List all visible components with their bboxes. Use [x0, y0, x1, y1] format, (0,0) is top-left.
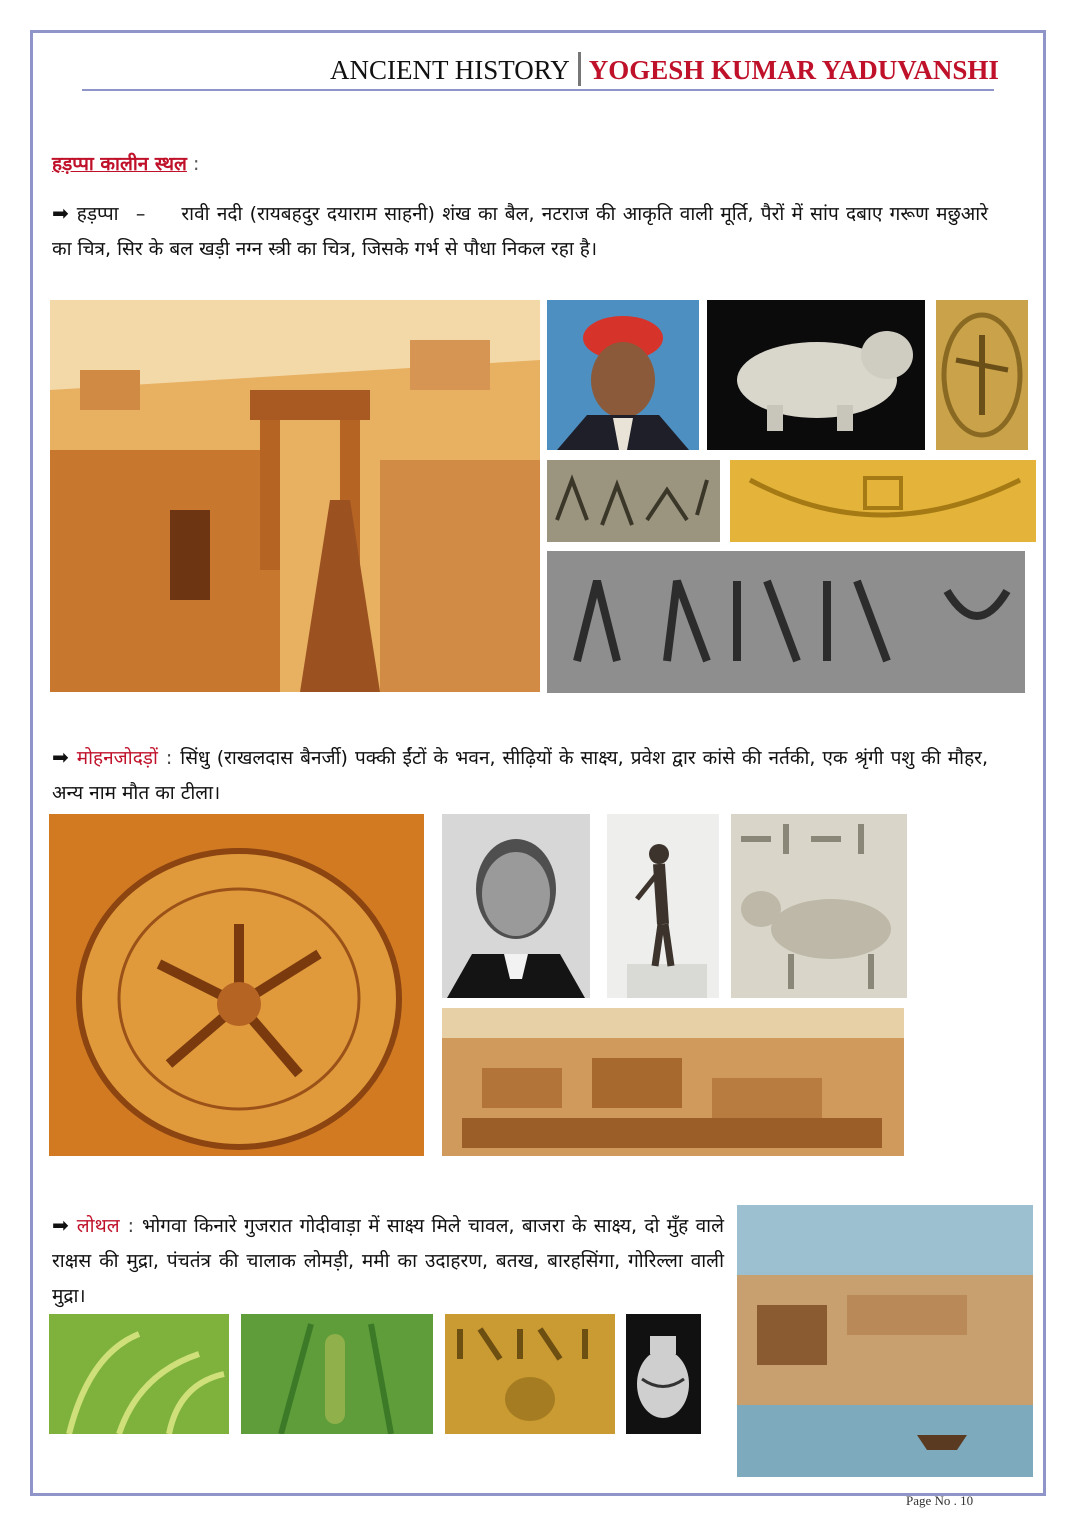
header-author: YOGESH KUMAR YADUVANSHI: [588, 55, 999, 85]
two-headed-demon-seal: [445, 1314, 615, 1434]
header-subject: ANCIENT HISTORY: [330, 55, 570, 85]
arrow-icon: ➡: [52, 1213, 69, 1237]
page-number: Page No . 10: [906, 1493, 974, 1508]
arrow-icon: ➡: [52, 201, 69, 225]
lothal-text: भोगवा किनारे गुजरात गोदीवाड़ा में साक्ष्य मिले चावल, बाजरा के साक्ष्य, दो मुँह वाले राक्षस की मुद्रा, पंचतंत्र की चालाक लोमड़ी, ममी का उदाहरण, बतख, बारहसिंगा, गोरिल्ला वाली मुद्रा।: [52, 1215, 724, 1307]
painted-jar: [626, 1314, 701, 1434]
gold-tablet: [730, 460, 1036, 542]
bull-figurine: [707, 300, 925, 450]
arrow-icon: ➡: [52, 745, 69, 769]
harappa-dash: –: [135, 203, 146, 225]
unicorn-seal-coin: [49, 814, 424, 1156]
header-rule: [82, 89, 994, 91]
nataraja-figure: [936, 300, 1028, 450]
mohenjodaro-colon: :: [165, 747, 173, 769]
unicorn-seal: [731, 814, 907, 998]
animal-seal: [547, 460, 720, 542]
dayaram-sahni-portrait: [547, 300, 699, 450]
mohenjodaro-text: सिंधु (राखलदास बैनर्जी) पक्की ईंटों के भवन, सीढ़ियों के साक्ष्य, प्रवेश द्वार कांसे की नर्तकी, एक श्रृंगी पशु की मौहर, अन्य नाम मौत का टीला।: [52, 747, 988, 804]
dancing-girl-bronze: [607, 814, 719, 998]
section-title-text: हड़प्पा कालीन स्थल: [52, 153, 187, 175]
rice-plant-photo: [49, 1314, 229, 1434]
header-separator: [578, 52, 581, 86]
page-header: [330, 52, 999, 86]
mohenjodaro-city-painting: [442, 1008, 904, 1156]
section-title-colon: :: [192, 153, 200, 175]
mohenjodaro-paragraph: [52, 740, 988, 811]
harappa-text: रावी नदी (रायबहदुर दयाराम साहनी) शंख का बैल, नटराज की आकृति वाली मूर्ति, पैरों में सांप दबाए गरूण मछुआरे का चित्र, सिर के बल खड़ी नग्न स्त्री का चित्र, जिसके गर्भ से पौधा निकल रहा है।: [52, 203, 988, 260]
harappa-name: हड़प्पा: [76, 203, 119, 225]
section-title: [52, 150, 199, 176]
lothal-colon: :: [127, 1215, 134, 1237]
millet-plant-photo: [241, 1314, 433, 1434]
lothal-paragraph: [52, 1208, 724, 1314]
rakhaldas-banerji-portrait: [442, 814, 590, 998]
lothal-name: लोथल: [76, 1215, 120, 1237]
harappa-city-illustration: [50, 300, 540, 692]
mohenjodaro-name: मोहनजोदड़ों: [76, 747, 158, 769]
harappa-paragraph: [52, 196, 988, 267]
script-seal: [547, 551, 1025, 693]
lothal-dockyard-painting: [737, 1205, 1033, 1477]
